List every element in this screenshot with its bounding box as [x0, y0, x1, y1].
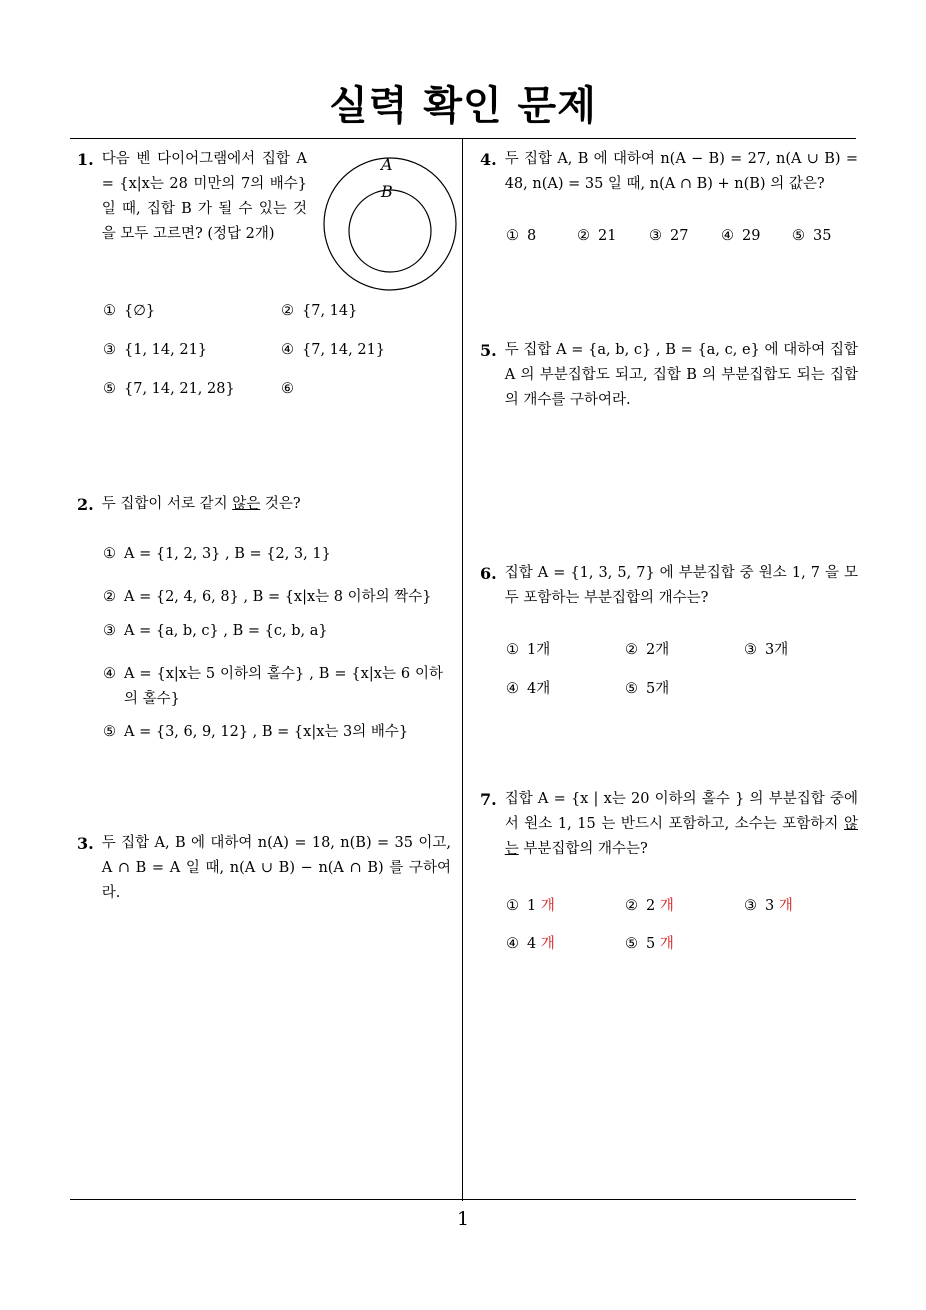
option-text: {1, 14, 21}: [124, 342, 208, 358]
p1-option-5[interactable]: [103, 381, 235, 397]
problem-text: 집합 A = {1, 3, 5, 7} 에 부분집합 중 원소 1, 7 을 모두 포함하는 부분집합의 개수는?: [504, 565, 858, 606]
option-text: A = {3, 6, 9, 12} , B = {x|x는 3의 배수}: [124, 724, 409, 740]
option-mark: ③: [744, 898, 757, 914]
option-mark: ③: [103, 342, 116, 358]
option-text: {7, 14}: [302, 303, 358, 319]
problem-text-underlined: 않는: [504, 816, 858, 857]
problem-4: [480, 147, 858, 197]
problem-5: [480, 338, 858, 413]
option-unit: 개: [778, 898, 793, 914]
option-mark: ①: [506, 642, 519, 658]
problem-text: 두 집합 A, B 에 대하여 n(A − B) = 27, n(A ∪ B) = 48, n(A) = 35 일 때, n(A ∩ B) + n(B) 의 값은?: [504, 151, 858, 192]
option-mark: ④: [103, 666, 116, 682]
option-text: 29: [742, 228, 761, 244]
p4-option-3[interactable]: [649, 228, 688, 244]
column-divider: [462, 139, 463, 1201]
bottom-rule: [70, 1199, 856, 1200]
p7-option-3[interactable]: [744, 894, 793, 915]
option-mark: ⑤: [103, 381, 116, 397]
p1-option-4[interactable]: [281, 342, 385, 358]
option-text: A = {2, 4, 6, 8} , B = {x|x는 8 이하의 짝수}: [124, 589, 432, 605]
p1-option-6[interactable]: [281, 381, 302, 397]
option-mark: ⑥: [281, 381, 294, 397]
option-mark: ④: [506, 681, 519, 697]
problem-text: [505, 787, 858, 862]
option-text: 2개: [646, 642, 670, 658]
p1-option-3[interactable]: [103, 342, 207, 358]
problem-text: 다음 벤 다이어그램에서 집합 A = {x|x는 28 미만의 7의 배수} 일 때, 집합 B 가 될 수 있는 것을 모두 고르면? (정답 2개): [101, 151, 307, 242]
option-unit: 개: [540, 936, 555, 952]
p6-option-4[interactable]: [506, 677, 550, 698]
option-mark: ④: [281, 342, 294, 358]
problem-number: 2.: [77, 495, 94, 514]
problem-3: [77, 831, 451, 906]
problem-text-part: 두 집합이 서로 같지: [101, 496, 233, 512]
p2-option-1[interactable]: [103, 546, 331, 562]
problem-number: 7.: [480, 790, 497, 809]
problem-2: [77, 492, 447, 517]
option-text: 35: [813, 228, 832, 244]
option-text: 27: [670, 228, 689, 244]
option-text: 5개: [646, 681, 670, 697]
problem-text: 두 집합 A = {a, b, c} , B = {a, c, e} 에 대하여 집합 A 의 부분집합도 되고, 집합 B 의 부분집합도 되는 집합의 개수를 구하여라.: [504, 342, 858, 408]
p2-option-5[interactable]: [103, 720, 408, 741]
option-mark: ④: [506, 936, 519, 952]
option-mark: ④: [721, 228, 734, 244]
option-mark: ①: [103, 546, 116, 562]
p4-option-1[interactable]: [506, 228, 536, 244]
venn-circle-a: [324, 158, 456, 290]
option-mark: ①: [103, 303, 116, 319]
problem-number: 5.: [480, 341, 497, 360]
option-number: 4: [527, 936, 537, 952]
top-rule: [70, 138, 856, 139]
option-unit: 개: [659, 936, 674, 952]
option-text: 8: [527, 228, 537, 244]
option-number: 3: [765, 898, 775, 914]
problem-1: [77, 147, 307, 247]
option-mark: ②: [103, 589, 116, 605]
p7-option-2[interactable]: [625, 894, 674, 915]
option-mark: ⑤: [625, 936, 638, 952]
option-mark: ②: [625, 642, 638, 658]
problem-6: [480, 561, 858, 611]
option-mark: ⑤: [792, 228, 805, 244]
p1-option-1[interactable]: [103, 303, 155, 319]
option-mark: ①: [506, 228, 519, 244]
problem-text-underlined: 않은: [232, 496, 261, 512]
option-text: 3개: [765, 642, 789, 658]
p6-option-3[interactable]: [744, 638, 788, 659]
option-mark: ①: [506, 898, 519, 914]
option-mark: ②: [577, 228, 590, 244]
problem-text: 두 집합 A, B 에 대하여 n(A) = 18, n(B) = 35 이고, A ∩ B = A 일 때, n(A ∪ B) − n(A ∩ B) 를 구하여라.: [101, 835, 451, 901]
p7-option-1[interactable]: [506, 894, 555, 915]
venn-label-a: A: [381, 155, 393, 174]
problem-7: [480, 787, 858, 862]
problem-text-part: 부분집합의 개수는?: [518, 841, 648, 857]
p6-option-5[interactable]: [625, 677, 669, 698]
option-unit: 개: [540, 898, 555, 914]
p6-option-2[interactable]: [625, 638, 669, 659]
option-text: {7, 14, 21, 28}: [124, 381, 235, 397]
venn-diagram: [322, 156, 458, 292]
option-mark: ②: [281, 303, 294, 319]
p2-option-2[interactable]: [103, 585, 431, 606]
problem-text: [102, 492, 447, 517]
problem-number: 4.: [480, 150, 497, 169]
p1-option-2[interactable]: [281, 303, 357, 319]
p7-option-5[interactable]: [625, 932, 674, 953]
option-unit: 개: [659, 898, 674, 914]
p2-option-3[interactable]: [103, 623, 328, 639]
p4-option-5[interactable]: [792, 228, 831, 244]
option-text: 21: [598, 228, 617, 244]
p4-option-4[interactable]: [721, 228, 760, 244]
option-mark: ⑤: [103, 724, 116, 740]
problem-number: 1.: [77, 150, 94, 169]
venn-circle-b: [349, 190, 431, 272]
option-text: A = {x|x는 5 이하의 홀수} , B = {x|x는 6 이하의 홀수}: [124, 666, 443, 707]
option-text: A = {a, b, c} , B = {c, b, a}: [124, 623, 328, 639]
p2-option-4[interactable]: [103, 662, 443, 712]
option-text: {7, 14, 21}: [302, 342, 386, 358]
option-number: 2: [646, 898, 656, 914]
p4-option-2[interactable]: [577, 228, 616, 244]
problem-text-part: 것은?: [260, 496, 301, 512]
page-title: 실력 확인 문제: [329, 83, 597, 129]
option-text: {∅}: [124, 303, 156, 319]
option-number: 1: [527, 898, 537, 914]
p6-option-1[interactable]: [506, 638, 550, 659]
option-text: 1개: [527, 642, 551, 658]
option-mark: ③: [744, 642, 757, 658]
option-mark: ③: [103, 623, 116, 639]
p7-option-4[interactable]: [506, 932, 555, 953]
option-mark: ⑤: [625, 681, 638, 697]
venn-label-b: B: [381, 182, 393, 201]
page-number: 1: [456, 1208, 470, 1230]
option-text: A = {1, 2, 3} , B = {2, 3, 1}: [124, 546, 331, 562]
option-mark: ②: [625, 898, 638, 914]
option-text: 4개: [527, 681, 551, 697]
problem-number: 6.: [480, 564, 497, 583]
problem-number: 3.: [77, 834, 94, 853]
option-number: 5: [646, 936, 656, 952]
problem-text-part: 집합 A = {x | x는 20 이하의 홀수 } 의 부분집합 중에서 원소 1, 15 는 반드시 포함하고, 소수는 포함하지: [504, 791, 858, 832]
option-mark: ③: [649, 228, 662, 244]
